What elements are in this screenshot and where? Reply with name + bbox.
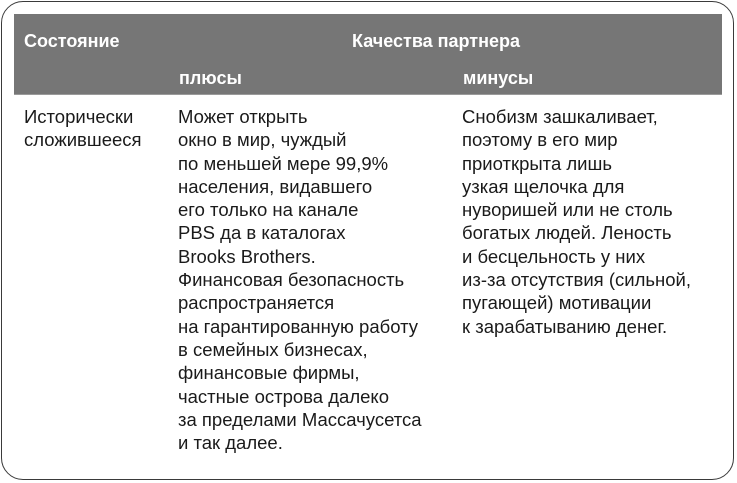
header-pluses: плюсы	[179, 68, 242, 88]
header-divider	[14, 94, 722, 95]
header-state: Состояние	[24, 31, 120, 51]
cell-minuses: Снобизм зашкаливает, поэтому в его мир приоткрыта лишь узкая щелочка для нуворишей или не столь богатых людей. Леность и бесцельность у них из-за отсутствия (сильной, пугающей) мотивации к зарабатыванию денег.	[462, 106, 692, 337]
table-frame	[1, 1, 734, 480]
table-header	[14, 14, 722, 94]
cell-pluses: Может открыть окно в мир, чуждый по меньшей мере 99,9% населения, видавшего его только на канале PBS да в каталогах Brooks Brothers. Финансовая безопасность распространяется на гарантированную работу в семейных бизнесах, финансовые фирмы, частные острова далеко за пределами Массачусетса и так далее.	[178, 106, 422, 454]
header-partner-qualities: Качества партнера	[352, 31, 521, 51]
header-minuses: минусы	[463, 68, 534, 88]
cell-state: Исторически сложившееся	[24, 106, 142, 151]
